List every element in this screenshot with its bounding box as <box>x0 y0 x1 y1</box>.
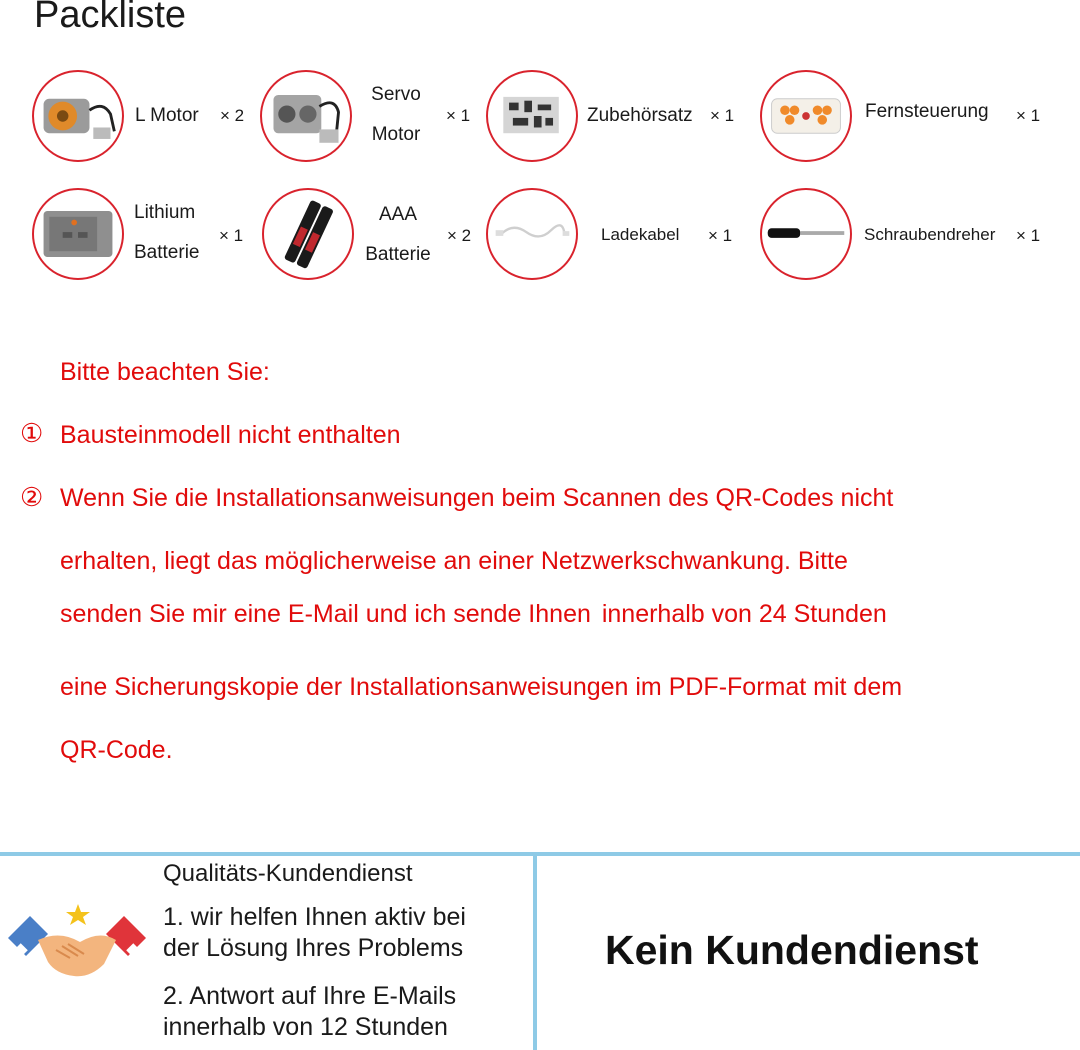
handshake-icon <box>4 900 150 984</box>
item-qty-aaa-battery: × 2 <box>447 226 472 245</box>
divider-horizontal <box>0 852 1080 856</box>
item-label-screwdriver: Schraubendreher <box>864 225 996 244</box>
notice-item-1: Bausteinmodell nicht enthalten <box>60 421 401 449</box>
charging-cable-icon <box>486 188 578 280</box>
notice-item-2-line3-prefix: senden Sie mir eine E-Mail und ich sende Ihnen <box>60 600 591 628</box>
servo-motor-icon <box>260 70 352 162</box>
accessory-kit-icon <box>486 70 578 162</box>
item-label-servo-line2: Motor <box>371 124 421 145</box>
item-label-remote-control: Fernsteuerung <box>865 101 989 122</box>
service-point2-line2: innerhalb von 12 Stunden <box>163 1013 448 1041</box>
notice-item-2-line3 <box>60 600 887 650</box>
screwdriver-icon <box>760 188 852 280</box>
remote-control-icon <box>760 70 852 162</box>
item-label-aaa-line2: Batterie <box>365 244 431 265</box>
notice-item-2-line5: QR-Code. <box>60 736 173 764</box>
service-point2-line1: 2. Antwort auf Ihre E-Mails <box>163 982 457 1010</box>
item-qty-accessory-kit: × 1 <box>710 106 735 125</box>
divider-vertical <box>533 856 537 1050</box>
item-qty-l-motor: × 2 <box>220 106 245 125</box>
notice-emphasis: innerhalb von 24 Stunden <box>601 600 887 628</box>
service-title: Qualitäts-Kundendienst <box>163 860 413 887</box>
item-qty-screwdriver: × 1 <box>1016 226 1041 245</box>
lithium-battery-icon <box>32 188 124 280</box>
item-qty-remote-control: × 1 <box>1016 106 1041 125</box>
notice-item-2-line4: eine Sicherungskopie der Installationsanweisungen im PDF-Format mit dem <box>60 673 903 701</box>
item-qty-servo-motor: × 1 <box>446 106 471 125</box>
aaa-battery-icon <box>262 188 354 280</box>
item-label-lithium-line1: Lithium <box>134 202 196 223</box>
page-title: Packliste <box>34 0 187 36</box>
item-label-accessory-kit: Zubehörsatz <box>587 105 693 126</box>
l-motor-icon <box>32 70 124 162</box>
item-label-servo-line1: Servo <box>371 84 421 105</box>
notice-heading: Bitte beachten Sie: <box>60 358 270 386</box>
item-qty-charging-cable: × 1 <box>708 226 733 245</box>
item-label-aaa-line1: AAA <box>378 204 418 225</box>
item-label-l-motor: L Motor <box>135 105 199 126</box>
no-service-label: Kein Kundendienst <box>605 927 979 973</box>
item-qty-lithium-battery: × 1 <box>219 226 244 245</box>
service-point1-line2: der Lösung Ihres Problems <box>163 934 464 962</box>
notice-marker-1: ① <box>20 418 44 448</box>
notice-item-2-line2: erhalten, liegt das möglicherweise an einer Netzwerkschwankung. Bitte <box>60 547 848 575</box>
service-point1-line1: 1. wir helfen Ihnen aktiv bei <box>163 903 466 931</box>
notice-marker-2: ② <box>20 482 44 512</box>
notice-item-2-line1: Wenn Sie die Installationsanweisungen beim Scannen des QR-Codes nicht <box>60 484 894 512</box>
item-label-lithium-line2: Batterie <box>134 242 200 263</box>
item-label-charging-cable: Ladekabel <box>601 225 680 244</box>
